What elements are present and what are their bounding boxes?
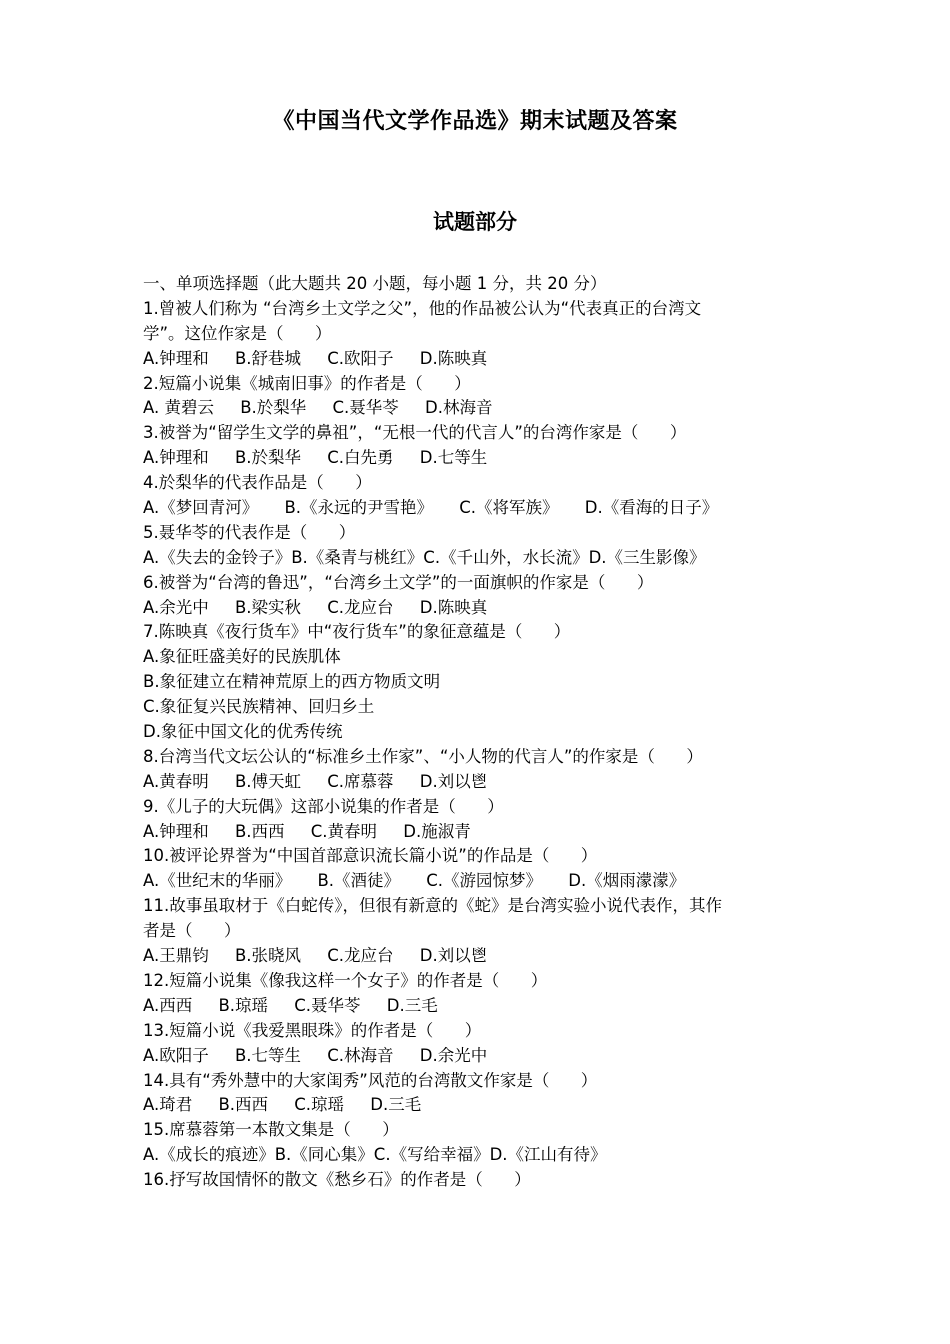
question-line: A.《世纪末的华丽》 B.《酒徒》 C.《游园惊梦》 D.《烟雨濛濛》 xyxy=(143,871,686,891)
question-line: C.象征复兴民族精神、回归乡土 xyxy=(143,697,375,717)
question-line: A.《失去的金铃子》B.《桑青与桃红》C.《千山外，水长流》D.《三生影像》 xyxy=(143,547,706,567)
question-line: 11.故事虽取材于《白蛇传》，但很有新意的《蛇》是台湾实验小说代表作，其作 xyxy=(143,896,722,916)
question-line: A.西西 B.琼瑶 C.聂华苓 D.三毛 xyxy=(143,995,438,1015)
question-line: 4.於梨华的代表作品是（ ） xyxy=(143,473,372,493)
question-line: 2.短篇小说集《城南旧事》的作者是（ ） xyxy=(143,373,471,393)
question-line: 16.抒写故国情怀的散文《愁乡石》的作者是（ ） xyxy=(143,1170,531,1190)
question-line: 10.被评论界誉为“中国首部意识流长篇小说”的作品是（ ） xyxy=(143,846,598,866)
document-title: 《中国当代文学作品选》期末试题及答案 xyxy=(272,109,678,134)
question-line: 9.《儿子的大玩偶》这部小说集的作者是（ ） xyxy=(143,796,504,816)
question-line: 8.台湾当代文坛公认的“标准乡土作家”、“小人物的代言人”的作家是（ ） xyxy=(143,746,703,766)
question-line: A.象征旺盛美好的民族肌体 xyxy=(143,647,341,667)
question-line: 1.曾被人们称为 “台湾乡土文学之父”，他的作品被公认为“代表真正的台湾文 xyxy=(143,298,702,318)
question-line: A.《成长的痕迹》B.《同心集》C.《写给幸福》D.《江山有待》 xyxy=(143,1145,607,1165)
question-line: 学”。这位作家是（ ） xyxy=(143,323,332,343)
question-line: A.欧阳子 B.七等生 C.林海音 D.余光中 xyxy=(143,1045,488,1065)
question-line: A. 黄碧云 B.於梨华 C.聂华苓 D.林海音 xyxy=(143,398,493,418)
question-line: A.余光中 B.梁实秋 C.龙应台 D.陈映真 xyxy=(143,597,488,617)
question-line: D.象征中国文化的优秀传统 xyxy=(143,722,343,742)
question-line: 12.短篇小说集《像我这样一个女子》的作者是（ ） xyxy=(143,970,548,990)
question-line: 7.陈映真《夜行货车》中“夜行货车”的象征意蕴是（ ） xyxy=(143,622,571,642)
question-list xyxy=(143,272,823,1193)
question-line: 3.被誉为“留学生文学的鼻祖”，“无根一代的代言人”的台湾作家是（ ） xyxy=(143,423,687,443)
question-line: A.王鼎钧 B.张晓风 C.龙应台 D.刘以鬯 xyxy=(143,946,488,966)
section-heading-line: 一、单项选择题（此大题共 20 小题，每小题 1 分，共 20 分） xyxy=(143,274,607,293)
question-line: 者是（ ） xyxy=(143,921,241,941)
section-title: 试题部分 xyxy=(433,210,517,234)
question-line: 13.短篇小说《我爱黑眼珠》的作者是（ ） xyxy=(143,1020,482,1040)
question-line: A.黄春明 B.傅天虹 C.席慕蓉 D.刘以鬯 xyxy=(143,771,488,791)
question-line: A.钟理和 B.舒巷城 C.欧阳子 D.陈映真 xyxy=(143,348,488,368)
question-line: A.钟理和 B.於梨华 C.白先勇 D.七等生 xyxy=(143,448,488,468)
question-line: 15.席慕蓉第一本散文集是（ ） xyxy=(143,1120,399,1140)
question-line: A.琦君 B.西西 C.琼瑶 D.三毛 xyxy=(143,1095,422,1115)
question-line: A.钟理和 B.西西 C.黄春明 D.施淑青 xyxy=(143,821,471,841)
question-line: 14.具有“秀外慧中的大家闺秀”风范的台湾散文作家是（ ） xyxy=(143,1070,598,1090)
question-line: A.《梦回青河》 B.《永远的尹雪艳》 C.《将军族》 D.《看海的日子》 xyxy=(143,498,719,518)
question-line: 6.被誉为“台湾的鲁迅”，“台湾乡土文学”的一面旗帜的作家是（ ） xyxy=(143,572,654,592)
question-line: B.象征建立在精神荒原上的西方物质文明 xyxy=(143,672,441,692)
question-line: 5.聂华苓的代表作是（ ） xyxy=(143,522,356,542)
